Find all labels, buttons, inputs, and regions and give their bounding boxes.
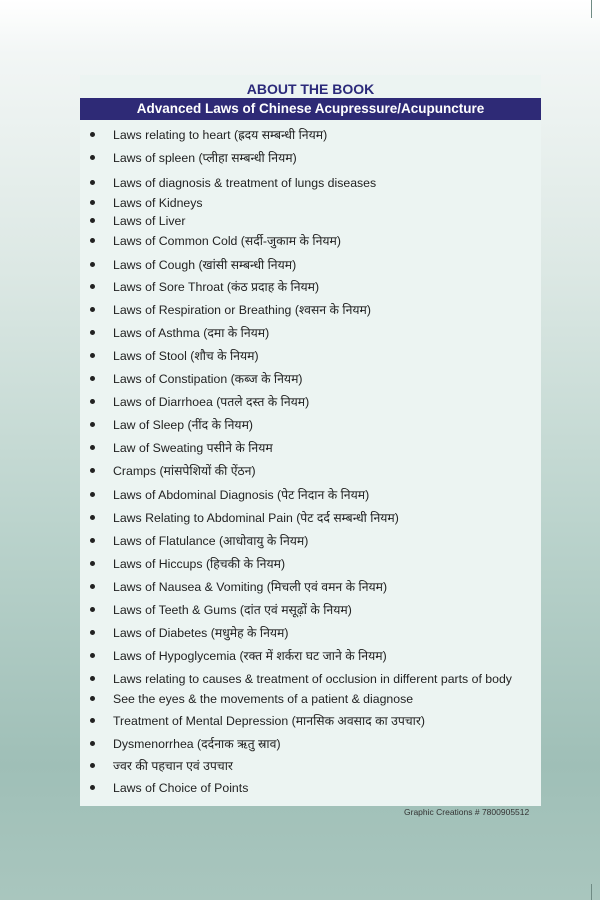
list-item-text: Laws relating to heart (ह्रदय सम्बन्धी नियम) xyxy=(113,128,328,142)
bullet-icon xyxy=(90,238,95,243)
bullet-icon xyxy=(90,262,95,267)
list-item xyxy=(80,323,269,343)
list-item xyxy=(80,508,399,528)
list-item-text: Laws of Stool (शौच के नियम) xyxy=(113,349,259,363)
bullet-icon xyxy=(90,284,95,289)
list-item-text: Laws relating to causes & treatment of occlusion in different parts of body xyxy=(113,672,512,686)
list-item xyxy=(80,711,425,731)
bullet-icon xyxy=(90,353,95,358)
list-item xyxy=(80,577,387,597)
list-item-text: Laws of Abdominal Diagnosis (पेट निदान के नियम) xyxy=(113,488,370,502)
list-item xyxy=(80,300,371,320)
list-item-text: Laws of Flatulance (आधोवायु के नियम) xyxy=(113,534,309,548)
list-item xyxy=(80,148,297,168)
bullet-icon xyxy=(90,155,95,160)
list-item-text: See the eyes & the movements of a patient & diagnose xyxy=(113,692,414,706)
bullet-icon xyxy=(90,376,95,381)
list-item xyxy=(80,438,273,458)
about-book-panel xyxy=(80,75,541,806)
bullet-icon xyxy=(90,607,95,612)
list-item xyxy=(80,415,253,435)
bullet-icon xyxy=(90,584,95,589)
list-item-text: Dysmenorrhea (दर्दनाक ऋतु स्राव) xyxy=(113,737,281,751)
list-item-text: Laws Relating to Abdominal Pain (पेट दर्द सम्बन्धी नियम) xyxy=(113,511,399,525)
bullet-icon xyxy=(90,763,95,768)
crop-mark-top xyxy=(591,0,592,18)
list-item xyxy=(80,778,248,798)
list-item-text: Laws of Teeth & Gums (दांत एवं मसूढ़ों के नियम) xyxy=(113,603,352,617)
bullet-icon xyxy=(90,307,95,312)
bullet-icon xyxy=(90,399,95,404)
list-item xyxy=(80,369,303,389)
bullet-icon xyxy=(90,218,95,223)
bullet-icon xyxy=(90,132,95,137)
list-item xyxy=(80,669,512,689)
list-item xyxy=(80,623,289,643)
bullet-icon xyxy=(90,492,95,497)
list-item xyxy=(80,255,296,275)
list-item xyxy=(80,277,319,297)
bullet-icon xyxy=(90,676,95,681)
bullet-icon xyxy=(90,200,95,205)
list-item xyxy=(80,485,369,505)
bullet-icon xyxy=(90,422,95,427)
list-item xyxy=(80,646,387,666)
bullet-icon xyxy=(90,445,95,450)
bullet-icon xyxy=(90,468,95,473)
list-item-text: Laws of Common Cold (सर्दी-जुकाम के नियम) xyxy=(113,234,341,248)
list-item xyxy=(80,531,308,551)
list-item-text: Laws of spleen (प्लीहा सम्बन्धी नियम) xyxy=(113,151,297,165)
list-item-text: Laws of Cough (खांसी सम्बन्धी नियम) xyxy=(113,258,297,272)
list-item xyxy=(80,600,352,620)
bullet-icon xyxy=(90,653,95,658)
list-item-text: Laws of Hypoglycemia (रक्त में शर्करा घट जाने के नियम) xyxy=(113,649,387,663)
list-item-text: Laws of Kidneys xyxy=(113,196,203,210)
list-item-text: Law of Sleep (नींद के नियम) xyxy=(113,418,254,432)
list-item-text: Treatment of Mental Depression (मानसिक अवसाद का उपचार) xyxy=(113,714,425,728)
bullet-icon xyxy=(90,515,95,520)
list-item-text: Laws of diagnosis & treatment of lungs diseases xyxy=(113,176,377,190)
list-item-text: Laws of Constipation (कब्ज के नियम) xyxy=(113,372,303,386)
list-item xyxy=(80,756,233,776)
list-item-text: Cramps (मांसपेशियों की ऐंठन) xyxy=(113,464,256,478)
bullet-icon xyxy=(90,180,95,185)
list-item xyxy=(80,346,259,366)
list-item xyxy=(80,231,341,251)
list-item xyxy=(80,211,185,231)
list-item xyxy=(80,193,203,213)
bullet-icon xyxy=(90,718,95,723)
list-item xyxy=(80,554,285,574)
list-item xyxy=(80,689,413,709)
bullet-icon xyxy=(90,785,95,790)
subtitle-banner: Advanced Laws of Chinese Acupressure/Acupuncture xyxy=(80,98,541,120)
bullet-icon xyxy=(90,538,95,543)
list-item xyxy=(80,125,327,145)
list-item-text: Law of Sweating पसीने के नियम xyxy=(113,441,273,455)
bullet-icon xyxy=(90,696,95,701)
bullet-icon xyxy=(90,741,95,746)
list-item-text: ज्वर की पहचान एवं उपचार xyxy=(113,759,233,773)
bullet-icon xyxy=(90,561,95,566)
list-item xyxy=(80,734,281,754)
list-item-text: Laws of Diabetes (मधुमेह के नियम) xyxy=(113,626,289,640)
list-item-text: Laws of Liver xyxy=(113,214,186,228)
list-item-text: Laws of Choice of Points xyxy=(113,781,249,795)
list-item-text: Laws of Sore Throat (कंठ प्रदाह के नियम) xyxy=(113,280,320,294)
list-item xyxy=(80,392,309,412)
list-item-text: Laws of Respiration or Breathing (श्वसन के नियम) xyxy=(113,303,371,317)
bullet-icon xyxy=(90,330,95,335)
list-item xyxy=(80,173,376,193)
list-item xyxy=(80,461,256,481)
list-item-text: Laws of Nausea & Vomiting (मिचली एवं वमन के नियम) xyxy=(113,580,388,594)
page-title: ABOUT THE BOOK xyxy=(246,81,375,97)
list-item-text: Laws of Diarrhoea (पतले दस्त के नियम) xyxy=(113,395,310,409)
crop-mark-bottom xyxy=(591,884,592,900)
list-item-text: Laws of Hiccups (हिचकी के नियम) xyxy=(113,557,286,571)
bullet-icon xyxy=(90,630,95,635)
list-item-text: Laws of Asthma (दमा के नियम) xyxy=(113,326,270,340)
footer-credit: Graphic Creations # 7800905512 xyxy=(404,807,530,817)
